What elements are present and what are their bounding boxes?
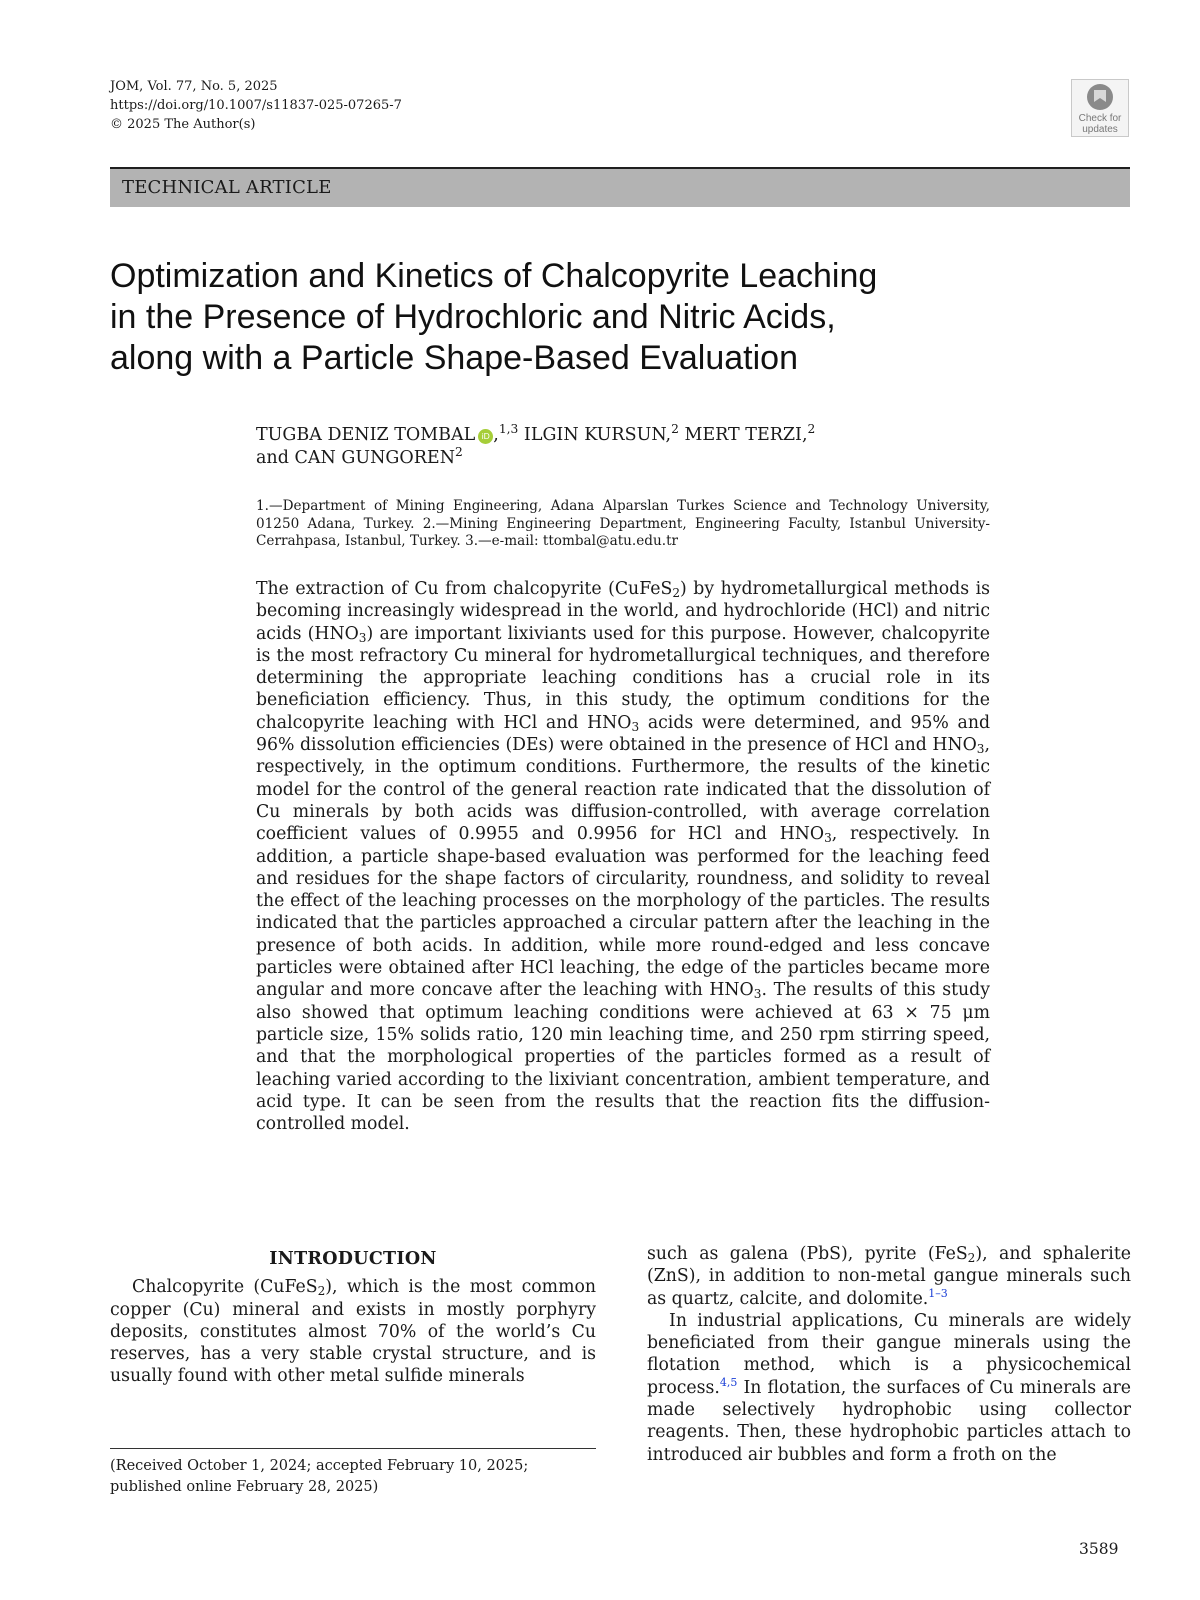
title-line-1: Optimization and Kinetics of Chalcopyrite Leaching — [110, 257, 878, 295]
abstract-text: ) are important lixiviants used for this purpose. However, chalcopyrite is the most refractory Cu mineral for hydrometallurgical techniques, and therefore determining the appropriate leaching conditions has a crucial role in its beneficiation efficiency. Thus, in this study, the optimum conditions for the chalcopyrite leaching with HCl and HNO — [256, 623, 990, 733]
abstract-text: . The results of this study also showed that optimum leaching conditions were achieved at 63 × 75 μm particle size, 15% solids ratio, 120 min leaching time, and 250 rpm stirring speed, and that the morphological properties of the particles formed as a result of leaching varied according to the lixiviant concentration, ambient temperature, and acid type. It can be seen from the results that the reaction fits the diffusion-controlled model. — [256, 980, 990, 1135]
author-2-affiliation: 2 — [671, 422, 679, 437]
body-text: ), and sphalerite (ZnS), in addition to non-metal gangue minerals such as quartz, calcite, and dolomite. — [647, 1244, 1131, 1309]
publication-history — [110, 1456, 610, 1498]
left-column — [110, 1248, 596, 1388]
abstract-text: ) by hydrometallurgical methods is becoming increasingly widespread in the world, and hydrochloride (HCl) and nitric acids (HNO — [256, 579, 991, 644]
author-4-affiliation: 2 — [455, 445, 463, 460]
subscript: 2 — [317, 1284, 326, 1299]
author-list: TUGBA DENIZ TOMBAL iD ,$^{1,3}$ ILGIN KURSUN,$^2$ MERT TERZI,$^2$ and CAN GUNGOREN$^2$ — [256, 422, 816, 468]
body-text: ), which is the most common copper (Cu) mineral and exists in mostly porphyry deposits, constitutes almost 70% of the world’s Cu reserves, has a very stable crystal structure, and is usually found with other metal sulfide minerals — [110, 1277, 596, 1387]
abstract-text: , respectively. In addition, a particle shape-based evaluation was performed for the leaching feed and residues for the shape factors of circularity, roundness, and solidity to reveal the effect of the leaching processes on the morphology of the particles. The results indicated that the particles approached a circular pattern after the leaching in the presence of both acids. In addition, while more round-edged and less concave particles were obtained after HCl leaching, the edge of the particles became more angular and more concave after the leaching with HNO — [256, 824, 990, 1001]
journal-header — [110, 77, 402, 134]
doi-link[interactable]: https://doi.org/10.1007/s11837-025-07265-7 — [110, 98, 402, 113]
subscript: 3 — [753, 987, 762, 1002]
body-text: such as galena (PbS), pyrite (FeS — [647, 1244, 968, 1264]
badge-line-1: Check for — [1078, 113, 1122, 124]
body-text: In industrial applications, Cu minerals are widely beneficiated from their gangue minerals using the flotation method, which is a physicochemical process. — [647, 1310, 1131, 1398]
orcid-icon[interactable]: iD — [478, 429, 493, 444]
copyright-line: © 2025 The Author(s) — [110, 117, 256, 132]
affiliations: 1.—Department of Mining Engineering, Adana Alparslan Turkes Science and Technology University, 01250 Adana, Turkey. 2.—Mining Engineering Department, Engineering Faculty, Istanbul University-Cerrahpasa, Istanbul, Turkey. 3.—e-mail: ttombal@atu.edu.tr — [256, 498, 990, 549]
published-line: published online February 28, 2025) — [110, 1479, 379, 1495]
abstract-text: The extraction of Cu from chalcopyrite (CuFeS — [256, 579, 673, 599]
subscript: 3 — [976, 742, 985, 757]
author-2: ILGIN KURSUN, — [523, 425, 672, 445]
author-3-affiliation: 2 — [807, 422, 816, 437]
intro-paragraph-2 — [647, 1310, 1131, 1466]
intro-paragraph-1-cont — [647, 1243, 1131, 1310]
subscript: 3 — [824, 831, 832, 846]
intro-paragraph-1 — [110, 1276, 596, 1387]
article-title — [110, 256, 1010, 379]
author-1: TUGBA DENIZ TOMBAL — [256, 425, 476, 445]
abstract-text: , respectively, in the optimum conditions. Furthermore, the results of the kinetic model for the control of the general reaction rate indicated that the dissolution of Cu minerals by both acids was diffusion-controlled, with average correlation coefficient values of 0.9955 and 0.9956 for HCl and HNO — [256, 735, 990, 845]
title-line-3: along with a Particle Shape-Based Evaluation — [110, 339, 798, 377]
subscript: 3 — [631, 719, 640, 734]
subscript: 2 — [672, 586, 681, 601]
subscript: 2 — [967, 1251, 976, 1266]
check-for-updates-icon — [1085, 82, 1115, 112]
check-for-updates-badge[interactable] — [1071, 79, 1129, 137]
abstract-text: acids were determined, and 95% and 96% dissolution efficiencies (DEs) were obtained in the presence of HCl and HNO — [256, 712, 991, 756]
title-line-2: in the Presence of Hydrochloric and Nitric Acids, — [110, 298, 836, 336]
right-column — [647, 1243, 1131, 1466]
article-type-band: TECHNICAL ARTICLE — [110, 169, 1130, 207]
citation-link[interactable]: 1–3 — [928, 1286, 948, 1300]
author-3: MERT TERZI, — [684, 425, 808, 445]
author-1-affiliation: 1,3 — [498, 422, 519, 437]
footnote-rule — [110, 1448, 596, 1449]
subscript: 3 — [358, 630, 367, 645]
citation-link[interactable]: 4,5 — [719, 1376, 738, 1390]
body-text: In flotation, the surfaces of Cu minerals are made selectively hydrophobic using collector reagents. Then, these hydrophobic particles attach to introduced air bubbles and form a froth on the — [647, 1377, 1131, 1465]
author-4: and CAN GUNGOREN — [256, 448, 456, 468]
section-heading-introduction: INTRODUCTION — [269, 1249, 437, 1269]
page-number: 3589 — [1079, 1540, 1119, 1558]
body-text: Chalcopyrite (CuFeS — [132, 1277, 318, 1298]
badge-line-2: updates — [1082, 124, 1118, 135]
received-accepted-line: (Received October 1, 2024; accepted February 10, 2025; — [110, 1458, 529, 1474]
abstract — [256, 578, 990, 1135]
journal-citation: JOM, Vol. 77, No. 5, 2025 — [110, 79, 278, 94]
